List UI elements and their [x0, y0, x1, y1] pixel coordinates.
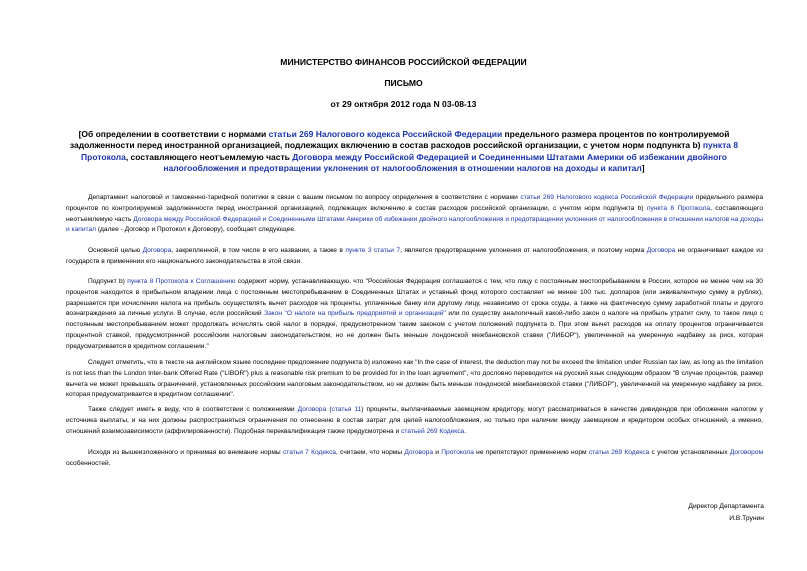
paragraph-3 [66, 277, 763, 353]
link-article-7-code[interactable]: статьи 7 Кодекса [282, 449, 336, 456]
link-treaty[interactable]: Договора между Российской Федерацией и Соединенными Штатами Америки об избежании двойного налогообложения и предотвращении уклонения от налогообложения в отношении налогов на доходы и капитал [66, 215, 763, 234]
document-kind: ПИСЬМО [384, 78, 423, 88]
paragraph-text: и [433, 449, 442, 456]
paragraph-text: Также следует иметь в виду, что в соответствии с положениями [88, 406, 298, 413]
title-link-treaty[interactable]: Договора между Российской Федерацией и Соединенными Штатами Америки об избежании двойного налогообложения и предотвращении уклонения от налогообложения в отношении налогов на доходы и капитал [163, 151, 727, 173]
link-treaty[interactable]: Договором [729, 449, 763, 456]
paragraph-6 [66, 448, 763, 470]
paragraph-2 [66, 246, 763, 268]
paragraph-text: особенностей. [66, 459, 111, 467]
paragraph-text: не ограничивает каждое из государств в применении его национального законодательства в этой связи. [66, 247, 763, 265]
paragraph-text: (далее - Договор и Протокол к Договору), сообщает следующее. [96, 226, 296, 234]
title-text: предельного размера процентов по контролируемой задолженности перед иностранной организацией, подлежащих включению в состав расходов российской организации, с учетом норм подпункта b) [69, 129, 730, 151]
document-title [46, 129, 762, 174]
link-treaty[interactable]: Договора [297, 406, 327, 413]
paragraph-text: не препятствуют применению норм [473, 449, 589, 456]
paragraph-text: , составляющего неотъемлемую часть [66, 204, 763, 223]
title-text: [Об определении в соответствии с нормами [78, 129, 269, 139]
paragraph-text: Подпункт b) [88, 278, 128, 285]
paragraph-text: или по существу аналогичный какой-либо закон о налоге на прибыль утратит силу, то такое лицо с постоянным местопребыванием может продолжать исчислять свой налог в порядке, предусмотренном таким законом с учетом положений подпункта b. При этом вычет расходов на оплату процентов ограничивается процентной ставкой, предусмотренной российским налоговым законодательством, но не должен быть меньше лондонской межбанковской ставки ("ЛИБОР"), увеличенной на умеренную надбавку за риск, которая предусматривается в кредитном соглашении." [66, 310, 764, 350]
title-text: ] [641, 162, 645, 173]
paragraph-text: ( [326, 406, 332, 413]
link-treaty[interactable]: Договора [404, 449, 434, 456]
paragraph-text: Основной целью [88, 247, 143, 254]
paragraph-text: Департамент налоговой и таможенно-тарифной политики в связи с вашим письмом по вопросу определения в соответствии с нормами [88, 194, 521, 201]
paragraph-text: ) проценты, выплачиваемые заемщиком кредитору, могут рассматриваться в качестве дивидендов при обложении налогом у источника выплаты, и на них должны распространяться ограничения по отнесению в состав затрат для целей налогообложения, но только при наличии между заемщиком и кредитором особых отношений, а именно, отношений взаимозависимости (аффилированности). Подобная переквалификация также предусмотрена и [66, 406, 763, 435]
paragraph-text: , закрепленной, в том числе в его названии, а также в [171, 247, 346, 254]
paragraph-text: Исходя из вышеизложенного и принимая во внимание нормы [88, 449, 283, 456]
paragraph-text: Следует отметить, что в тексте на английском языке последнее предложение подпункта b) изложено как "In the case of interest, the deduction may not be exceed the limitation under Russian tax law, as long as the limitation is not less than the London Inter-bank Offered Rate ("LIBOR") plus a reasonable risk premium to be provided for in the loan agreement", что дословно переводится на русский язык следующим образом "В случае процентов, размер вычета не может превышать ограничений, установленных российским налоговым законодательством, но не должен быть меньше лондонской межбанковской ставки ("ЛИБОР"), увеличенной на умеренную надбавку за риск, которая предусматривается в кредитном соглашении". [66, 359, 763, 399]
link-article-7-item-3[interactable]: пункте 3 статьи 7 [345, 247, 401, 254]
link-treaty[interactable]: Договора [646, 247, 676, 254]
paragraph-text: . [464, 427, 467, 435]
link-protocol-item-8[interactable]: пункта 8 Протокола [646, 204, 711, 212]
link-protocol-item-8-agreement[interactable]: пункта 8 Протокола к Соглашению [127, 278, 236, 285]
paragraph-text: с учетом установленных [649, 449, 730, 456]
paragraph-text: , является предотвращение уклонения от налогообложения, и поэтому норма [400, 247, 647, 254]
link-protocol[interactable]: Протокола [441, 449, 474, 456]
link-article-269-code[interactable]: статьей 269 Кодекса [401, 427, 465, 435]
title-link-article-269[interactable]: статьи 269 Налогового кодекса Российской Федерации [268, 129, 503, 139]
link-article-269[interactable]: статьи 269 Налогового кодекса Российской Федерации [520, 194, 694, 201]
paragraph-1 [66, 193, 763, 236]
title-link-protocol-item-8[interactable]: пункта 8 Протокола [81, 140, 739, 162]
link-article-11[interactable]: статья 11 [331, 406, 362, 413]
paragraph-text: , считаем, что нормы [335, 449, 405, 456]
ministry-heading: МИНИСТЕРСТВО ФИНАНСОВ РОССИЙСКОЙ ФЕДЕРАЦИИ [280, 57, 527, 67]
link-article-269-code[interactable]: статьи 269 Кодекса [588, 449, 650, 456]
title-text: , составляющего неотъемлемую часть [125, 151, 293, 162]
paragraph-4 [66, 358, 763, 401]
link-profit-tax-law[interactable]: Закон "О налоге на прибыль предприятий и организаций" [264, 310, 446, 318]
paragraph-text: предельного размера процентов по контролируемой задолженности перед иностранной организацией, подлежащих включению в состав расходов российской организации, с учетом норм подпункта b) [66, 194, 763, 212]
signature-name: И.В.Трунин [729, 515, 764, 522]
paragraph-text: содержит норму, устанавливающую, что "Российская Федерация соглашается с тем, что лицу с постоянным местопребыванием в России, которое не менее чем на 30 процентов находится в прибыльном владении лица с постоянным местопребыванием в Соединенных Штатах и уставный фонд которого составляет не менее 100 тыс. долларов (или эквивалентную сумму в рублях), разрешается при исчислении налога на прибыль осуществлять вычет расходов на проценты, уплаченные банку или другому лицу, независимо от срока ссуды, а также на фактическую сумму заработной платы и другого вознаграждения за личные услуги. В случае, если российский [66, 278, 763, 318]
paragraph-5 [66, 405, 763, 437]
link-treaty[interactable]: Договора [142, 247, 172, 254]
signature-position: Директор Департамента [688, 503, 764, 510]
document-date-number: от 29 октября 2012 года N 03-08-13 [330, 99, 477, 109]
